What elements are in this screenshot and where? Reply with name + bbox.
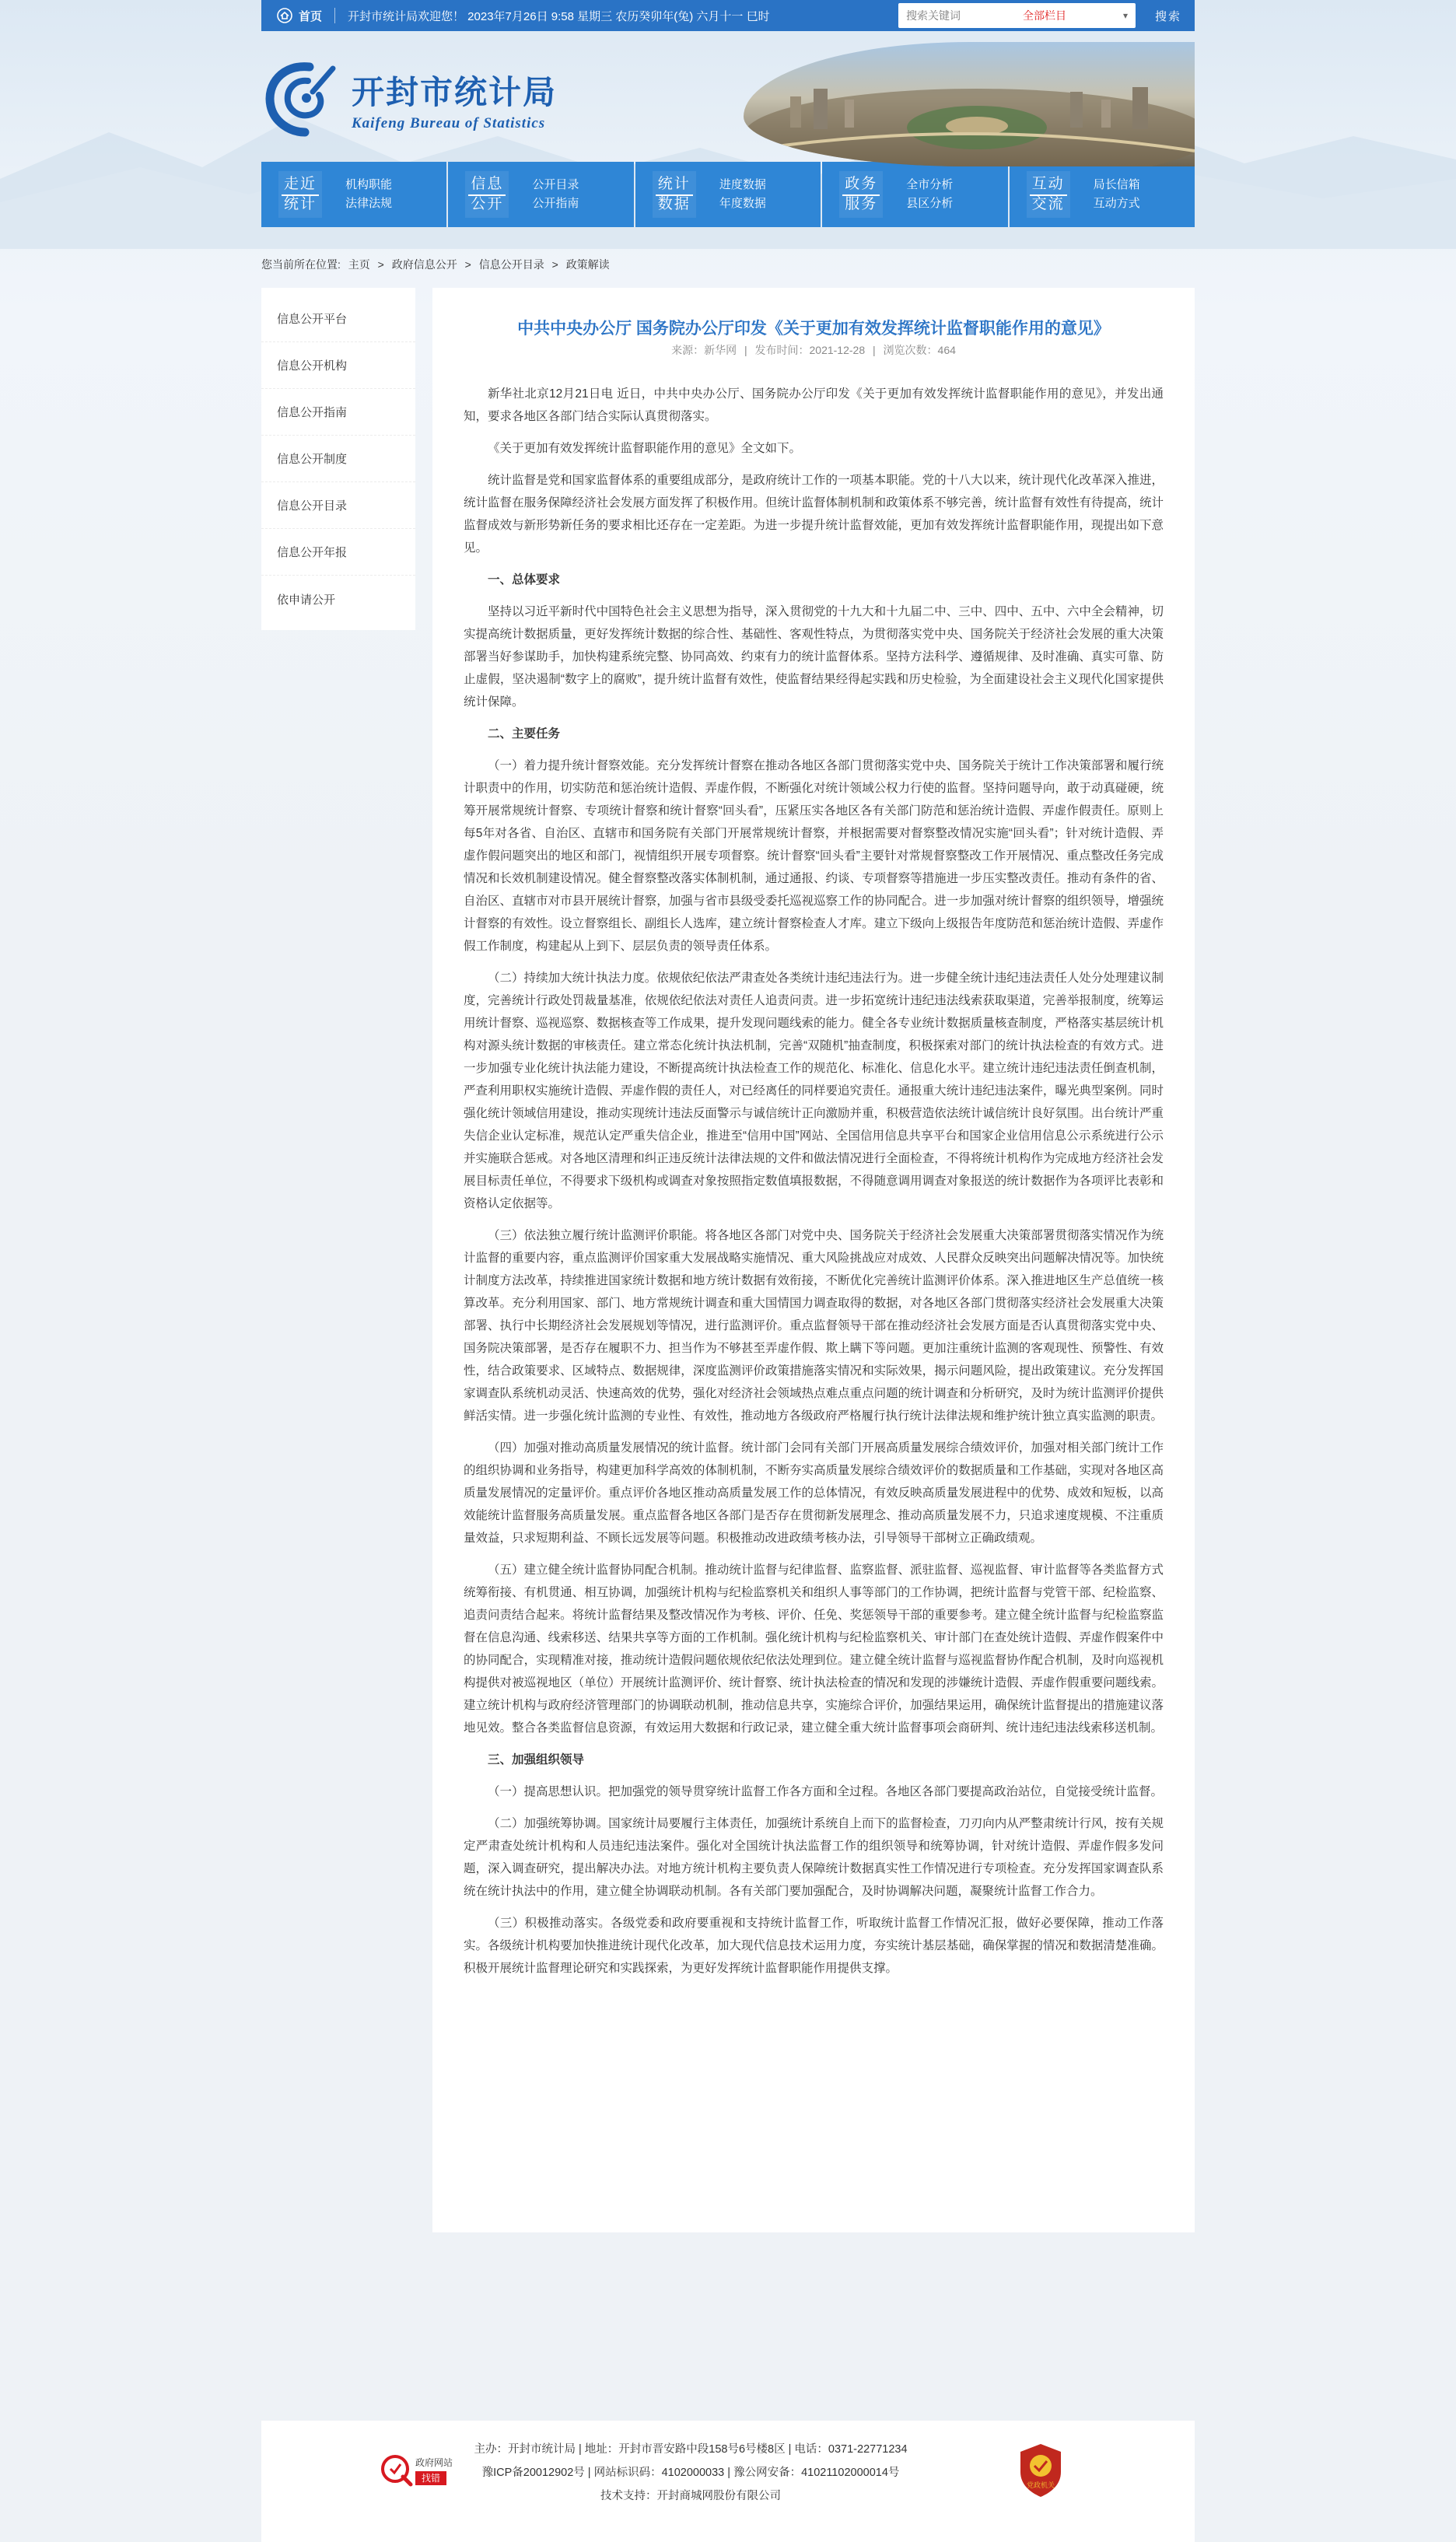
breadcrumb-separator: >: [464, 258, 471, 271]
footer-info: [473, 2438, 908, 2508]
nav-link-guide[interactable]: 公开指南: [532, 197, 579, 210]
home-label: 首页: [299, 9, 323, 23]
sidebar: [261, 288, 415, 630]
nav-title-bottom: 交流: [1031, 196, 1065, 212]
sidebar-item-catalog[interactable]: 信息公开目录: [261, 482, 415, 529]
welcome-text: 开封市统计局欢迎您！ 2023年7月26日 9:58 星期三 农历癸卯年(兔) 六月十一 巳时: [348, 9, 770, 23]
breadcrumb: [261, 257, 1195, 275]
article-paragraph: （三）积极推动落实。各级党委和政府要重视和支持统计监督工作，听取统计监督工作情况汇报，做好必要保障，推动工作落实。各级统计机构要加快推进统计现代化改革，加大现代信息技术运用力度，夯实统计基层基础，确保掌握的情况和数据清楚准确。积极开展统计监督理论研究和实践探索，为更好发挥统计监督职能作用提供支撑。: [464, 1917, 1164, 1975]
site-name: 开封市统计局: [352, 73, 558, 111]
sidebar-item-apply[interactable]: 依申请公开: [277, 593, 336, 607]
nav-title-bottom: 统计: [283, 196, 317, 212]
article-paragraph: 新华社北京12月21日电 近日，中共中央办公厅、国务院办公厅印发《关于更加有效发挥统计监督职能作用的意见》，并发出通知，要求各地区各部门结合实际认真贯彻落实。: [464, 387, 1164, 423]
section-heading: 三、加强组织领导: [488, 1753, 585, 1766]
nav-link-contact[interactable]: 互动方式: [1093, 197, 1140, 210]
article-paragraph: （五）建立健全统计监督协同配合机制。推动统计监督与纪律监督、监察监督、派驻监督、巡视监督、审计监督等各类监督方式统筹衔接、有机贯通、相互协调，加强统计机构与纪检监察机关和组织人事等部门的工作协调，把统计监督与党管干部、纪检监察、追责问责结合起来。将统计监督结果及整改情况作为考核、评价、任免、奖惩领导干部的重要参考。建立健全统计监督与纪检监察监督在信息沟通、线索移送、结果共享等方面的工作机制。强化统计机构与纪检监察机关、审计部门在查处统计造假、弄虚作假案件中的协同配合，实现精准对接，推动统计造假问题依规依纪依法处理到位。建立健全统计监督与巡视监督协作配合机制，及时向巡视机构提供对被巡视地区（单位）开展统计监测评价、统计督察、统计执法检查的情况和发现的涉嫌统计造假、弄虚作假重要问题线索。建立统计机构与政府经济管理部门的协调联动机制，推动信息共享，实施综合评价，加强结果运用，确保统计监督提出的措施建议落地见效。整合各类监督信息资源，有效运用大数据和行政记录，建立健全重大统计监督事项会商研判、统计违纪违法线索移送机制。: [464, 1563, 1164, 1735]
sidebar-item-platform[interactable]: 信息公开平台: [261, 296, 415, 342]
breadcrumb-item[interactable]: 信息公开目录: [478, 258, 544, 271]
badge-top-text: 政府网站: [415, 2457, 453, 2468]
site-footer: [261, 2421, 1195, 2542]
nav-link-annual-data[interactable]: 年度数据: [719, 197, 766, 210]
logo-emblem-icon: [261, 61, 347, 138]
breadcrumb-separator: >: [377, 258, 384, 271]
breadcrumb-item[interactable]: 政策解读: [565, 258, 610, 271]
article-body: [464, 383, 1164, 1980]
article-views: 浏览次数：464: [883, 344, 956, 356]
section-heading: 一、总体要求: [488, 573, 561, 586]
search-box: [898, 3, 1136, 28]
footer-line-host: 主办：开封市统计局 | 地址：开封市晋安路中段158号6号楼8区 | 电话：0371-22771234: [474, 2443, 908, 2456]
nav-group-data[interactable]: [635, 162, 821, 227]
article-paragraph: （四）加强对推动高质量发展情况的统计监督。统计部门会同有关部门开展高质量发展综合绩效评价，加强对相关部门统计工作的组织协调和业务指导，构建更加科学高效的体制机制，不断夯实高质量发展综合绩效评价的数据质量和工作基础，实现对各地区高质量发展情况的定量评价。重点评价各地区推动高质量发展工作的总体情况，有效反映高质量发展进程中的优势、成效和短板，以高效能统计监督服务高质量发展。重点监督各地区各部门是否存在贯彻新发展理念、推动高质量发展不力，只追求速度规模、不注重质量效益，只求短期利益、不顾长远发展等问题。积极推动改进政绩考核办法，引导领导干部树立正确政绩观。: [464, 1441, 1164, 1545]
nav-title-top: 互动: [1030, 176, 1067, 196]
article-paragraph: （三）依法独立履行统计监测评价职能。将各地区各部门对党中央、国务院关于经济社会发展重大决策部署贯彻落实情况作为统计监督的重要内容，重点监测评价国家重大发展战略实施情况、重大风险挑战应对成效、人民群众反映突出问题解决情况等。加快统计制度方法改革，持续推进国家统计数据和地方统计数据有效衔接，不断优化完善统计监测评价体系。深入推进地区生产总值统一核算改革。充分利用国家、部门、地方常规统计调查和重大国情国力调查取得的数据，对各地区各部门贯彻落实经济社会发展重大决策部署、执行中长期经济社会发展规划等情况，进行监测评价。重点监督领导干部在推动经济社会发展方面是否认真贯彻落实党中央、国务院决策部署，是否存在履职不力、担当作为不够甚至弄虚作假、欺上瞒下等问题。更加注重统计监测的客观现性、预警性、有效性，结合政策要求、区域特点、数据规律，深度监测评价政策措施落实情况和实际效果，揭示问题风险，提出政策建议。充分发挥国家调查队系统机动灵活、快速高效的优势，强化对经济社会领域热点难点重点问题的统计调查和分析研究，及时为统计监测评价提供鲜活实情。进一步强化统计监测的专业性、有效性，推动地方各级政府严格履行执行统计法律法规和维护统计独立真实监测的职责。: [464, 1229, 1164, 1423]
nav-group-interaction[interactable]: [1010, 162, 1195, 227]
footer-line-support: 技术支持：开封商城网股份有限公司: [600, 2490, 781, 2502]
nav-link-director-mailbox[interactable]: 局长信箱: [1093, 178, 1140, 191]
city-photo-graphic: [744, 42, 1195, 166]
nav-link-laws[interactable]: 法律法规: [345, 197, 393, 210]
nav-title-top: 统计: [656, 176, 693, 196]
gov-emblem-icon: [1017, 2442, 1064, 2498]
search-input[interactable]: [906, 9, 1015, 22]
nav-title-top: 信息: [468, 176, 506, 196]
meta-divider: |: [744, 344, 747, 356]
site-header: [261, 31, 1195, 163]
search-button[interactable]: 搜索: [1154, 9, 1181, 23]
article-date: 发布时间：2021-12-28: [754, 344, 866, 356]
main-nav: [261, 162, 1195, 227]
nav-link-county-analysis[interactable]: 县区分析: [906, 197, 954, 210]
article-paragraph: （一）提高思想认识。把加强党的领导贯穿统计监督工作各方面和全过程。各地区各部门要提高政治站位，自觉接受统计监督。: [488, 1785, 1164, 1798]
nav-group-disclosure[interactable]: [448, 162, 633, 227]
sidebar-item-annual-report[interactable]: 信息公开年报: [261, 529, 415, 576]
meta-divider: |: [873, 344, 876, 356]
nav-title-bottom: 数据: [657, 196, 691, 212]
nav-title-bottom: 服务: [845, 196, 878, 212]
nav-group-services[interactable]: [822, 162, 1007, 227]
footer-line-license: 豫ICP备20012902号 | 网站标识码：4102000033 | 豫公网安备：41021102000014号: [481, 2467, 900, 2479]
gov-site-error-badge[interactable]: [380, 2447, 460, 2491]
home-icon: [277, 8, 292, 23]
article-paragraph: 坚持以习近平新时代中国特色社会主义思想为指导，深入贯彻党的十九大和十九届二中、三中、四中、五中、六中全会精神，切实提高统计数据质量，更好发挥统计数据的综合性、基础性、客观性特点，为贯彻落实党中央、国务院关于经济社会发展的重大决策部署当好参谋助手，加快构建系统完整、协同高效、约束有力的统计监督体系。坚持方法科学、遵循规律、及时准确、真实可靠、防止虚假，坚决遏制“数字上的腐败”，提升统计监督有效性，使监督结果经得起实践和历史检验，为全面建设社会主义现代化国家提供统计保障。: [464, 605, 1164, 709]
breadcrumb-item[interactable]: 主页: [348, 258, 370, 271]
site-name-en: Kaifeng Bureau of Statistics: [352, 115, 546, 131]
error-report-icon: [380, 2447, 460, 2491]
top-bar: [261, 0, 1195, 31]
sidebar-item-agency[interactable]: 信息公开机构: [261, 342, 415, 389]
breadcrumb-prefix: 您当前所在位置:: [261, 258, 341, 271]
article-paragraph: （二）持续加大统计执法力度。依规依纪依法严肃查处各类统计违纪违法行为。进一步健全统计违纪违法责任人处分处理建议制度，完善统计行政处罚裁量基准，依规依纪依法对责任人追责问责。进一步拓宽统计违纪违法线索获取渠道，完善举报制度，统筹运用统计督察、巡视巡察、数据核查等工作成果，提升发现问题线索的能力。健全各专业统计数据质量核查制度，严格落实基层统计机构对源头统计数据的审核责任。建立常态化统计执法机制，完善“双随机”抽查制度，积极探索对部门的统计执法检查的有效方式。进一步加强专业化统计执法能力建设，不断提高统计执法检查工作的规范化、标准化、信息化水平。建立统计违纪违法责任倒查机制，严查利用职权实施统计造假、弄虚作假的责任人，对已经离任的同样要追究责任。通报重大统计违纪违法案件，曝光典型案例。同时强化统计领域信用建设，推动实现统计违法反面警示与诚信统计正向激励并重，积极营造依法统计诚信统计良好氛围。出台统计严重失信企业认定标准，规范认定严重失信企业，推进至“信用中国”网站、全国信用信息共享平台和国家企业信用信息公示系统进行公示并实施联合惩戒。对各地区清理和纠正违反统计法律法规的文件和做法情况进行全面检查，不得将统计机构作为完成地方经济社会发展目标责任单位，不得要求下级机构或调查对象按照指定数值填报数据，不得随意调用调查对象报送的统计数据作为各项评比表彰和资格认定依据等。: [464, 972, 1164, 1210]
article-meta: [464, 342, 1164, 358]
site-logo[interactable]: [261, 61, 557, 138]
article-paragraph: 统计监督是党和国家监督体系的重要组成部分，是政府统计工作的一项基本职能。党的十八大以来，统计现代化改革深入推进，统计监督在服务保障经济社会发展方面发挥了积极作用。但统计监督体制机制和政策体系不够完善，统计监督有效性有待提高，统计监督成效与新形势新任务的要求相比还存在一定差距。为进一步提升统计监督效能，更加有效发挥统计监督职能作用，现提出如下意见。: [464, 474, 1164, 555]
party-gov-emblem[interactable]: [1017, 2442, 1064, 2498]
article-paragraph: （一）着力提升统计督察效能。充分发挥统计督察在推动各地区各部门贯彻落实党中央、国务院关于统计工作决策部署和履行统计职责中的作用，切实防范和惩治统计造假、弄虚作假，不断强化对统计领域公权力行使的监督。坚持问题导向，敢于动真碰硬，统筹开展常规统计督察、专项统计督察和统计督察“回头看”，压紧压实各地区各有关部门防范和惩治统计造假、弄虚作假责任。原则上每5年对各省、自治区、直辖市和国务院有关部门开展常规统计督察，并根据需要对督察整改情况实施“回头看”；针对统计造假、弄虚作假问题突出的地区和部门，视情组织开展专项督察。统计督察“回头看”主要针对常规督察整改工作开展情况、重点整改任务完成情况和长效机制建设情况。健全督察整改落实体制机制，通过通报、约谈、专项督察等措施进一步压实整改责任。推动有条件的省、自治区、直辖市对市县开展统计督察，加强与省市县级受委托巡视巡察工作的协同配合。进一步加强对统计督察的组织领导，增强统计督察的有效性。设立督察组长、副组长人选库，建立统计督察检查人才库。建立下级向上级报告年度防范和惩治统计造假、弄虚作假工作制度，构建起从上到下、层层负责的领导责任体系。: [464, 759, 1164, 953]
article-panel: [432, 288, 1195, 2232]
nav-link-progress-data[interactable]: 进度数据: [719, 178, 766, 191]
nav-link-catalog[interactable]: 公开目录: [532, 178, 579, 191]
nav-link-functions[interactable]: 机构职能: [345, 178, 393, 191]
badge-bottom-text: 找错: [421, 2473, 441, 2484]
article-paragraph: 《关于更加有效发挥统计监督职能作用的意见》全文如下。: [488, 442, 802, 455]
nav-link-city-analysis[interactable]: 全市分析: [906, 178, 954, 191]
emblem-label: 党政机关: [1026, 2482, 1055, 2490]
nav-title-bottom: 公开: [471, 196, 504, 212]
home-link[interactable]: [261, 0, 334, 31]
chevron-down-icon[interactable]: ▾: [1122, 10, 1128, 21]
breadcrumb-separator: >: [551, 258, 558, 271]
search-scope-select[interactable]: 全部栏目: [1023, 9, 1066, 22]
article-title: 中共中央办公厅 国务院办公厅印发《关于更加有效发挥统计监督职能作用的意见》: [517, 320, 1110, 338]
nav-group-about[interactable]: [261, 162, 446, 227]
breadcrumb-item[interactable]: 政府信息公开: [391, 258, 457, 271]
article-paragraph: （二）加强统筹协调。国家统计局要履行主体责任，加强统计系统自上而下的监督检查，刀刃向内从严整肃统计行风，按有关规定严肃查处统计机构和人员违纪违法案件。强化对全国统计执法监督工作的组织领导和统筹协调，针对统计造假、弄虚作假多发问题，深入调查研究，提出解决办法。对地方统计机构主要负责人保障统计数据真实性工作情况进行专项检查。充分发挥国家调查队系统在统计执法中的作用，建立健全协调联动机制。各有关部门要加强配合，及时协调解决问题，凝聚统计监督工作合力。: [464, 1817, 1164, 1898]
nav-title-top: 走近: [282, 176, 319, 196]
section-heading: 二、主要任务: [488, 727, 561, 741]
main-area: [261, 288, 1195, 2232]
nav-title-top: 政务: [842, 176, 880, 196]
sidebar-item-guide[interactable]: 信息公开指南: [261, 389, 415, 436]
article-source: 来源：新华网: [671, 344, 737, 356]
sidebar-item-system[interactable]: 信息公开制度: [261, 436, 415, 482]
city-aerial-photo: [744, 42, 1195, 166]
